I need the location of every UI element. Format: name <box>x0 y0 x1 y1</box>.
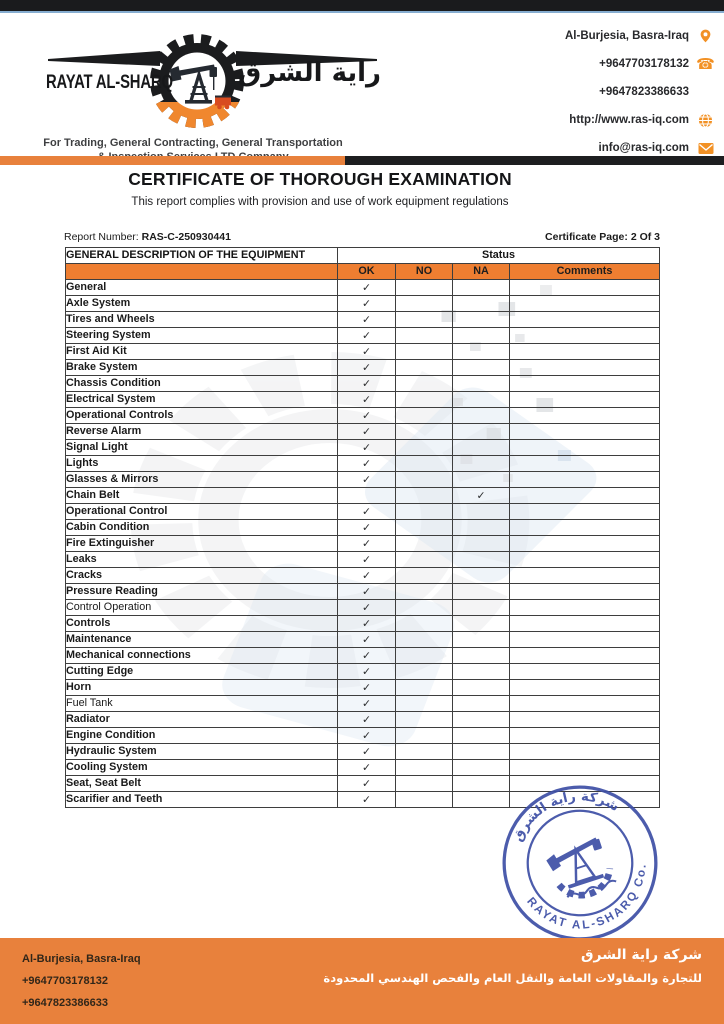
comments-cell <box>510 728 660 744</box>
footer-address: Al-Burjesia, Basra-Iraq <box>22 953 141 965</box>
no-cell <box>396 328 453 344</box>
logo-left-wing <box>48 51 160 66</box>
no-cell <box>396 344 453 360</box>
comments-cell <box>510 712 660 728</box>
ok-cell: ✓ <box>338 600 396 616</box>
comments-cell <box>510 600 660 616</box>
na-cell <box>453 632 510 648</box>
equipment-label: Fire Extinguisher <box>66 536 338 552</box>
contact-text: +9647703178132 <box>599 58 689 70</box>
table-row <box>66 632 660 648</box>
report-meta-line <box>64 231 660 243</box>
ok-cell: ✓ <box>338 584 396 600</box>
footer-bar <box>0 938 724 1024</box>
stamp-arabic-text: شركة راية الشرق <box>510 789 622 845</box>
table-header-row-1 <box>66 248 660 264</box>
no-cell <box>396 440 453 456</box>
ok-cell: ✓ <box>338 696 396 712</box>
table-row <box>66 408 660 424</box>
no-cell <box>396 504 453 520</box>
equipment-label: Tires and Wheels <box>66 312 338 328</box>
comments-cell <box>510 488 660 504</box>
header-divider-bar <box>0 156 724 165</box>
description-header: GENERAL DESCRIPTION OF THE EQUIPMENT <box>66 248 338 264</box>
na-cell <box>453 648 510 664</box>
stamp-latin-text: RAYAT AL-SHARQ Co. <box>524 862 649 932</box>
ok-cell: ✓ <box>338 296 396 312</box>
orange-header-spacer <box>66 264 338 280</box>
column-header-na: NA <box>453 264 510 280</box>
na-cell <box>453 712 510 728</box>
comments-cell <box>510 632 660 648</box>
no-cell <box>396 760 453 776</box>
ok-cell: ✓ <box>338 760 396 776</box>
equipment-label: Operational Controls <box>66 408 338 424</box>
comments-cell <box>510 648 660 664</box>
page-subtitle: This report complies with provision and use of work equipment regulations <box>131 196 509 208</box>
no-cell <box>396 536 453 552</box>
table-row <box>66 600 660 616</box>
top-accent-bar <box>0 0 724 13</box>
company-name-arabic: راية الشرق <box>238 58 382 88</box>
na-cell <box>453 360 510 376</box>
na-cell <box>453 408 510 424</box>
equipment-label: Steering System <box>66 328 338 344</box>
footer-arabic-block <box>323 947 702 985</box>
equipment-label: Reverse Alarm <box>66 424 338 440</box>
equipment-label: Glasses & Mirrors <box>66 472 338 488</box>
report-number-value: RAS-C-250930441 <box>141 231 231 243</box>
ok-cell: ✓ <box>338 568 396 584</box>
equipment-label: Fuel Tank <box>66 696 338 712</box>
equipment-label: Leaks <box>66 552 338 568</box>
report-number-label: Report Number: <box>64 231 139 243</box>
equipment-label: Chassis Condition <box>66 376 338 392</box>
no-cell <box>396 552 453 568</box>
no-cell <box>396 648 453 664</box>
na-cell <box>453 344 510 360</box>
contact-row-address <box>459 22 714 50</box>
company-stamp <box>498 781 662 945</box>
na-cell <box>453 696 510 712</box>
no-cell <box>396 280 453 296</box>
status-header: Status <box>338 248 660 264</box>
table-row <box>66 664 660 680</box>
na-cell: ✓ <box>453 488 510 504</box>
comments-cell <box>510 424 660 440</box>
table-row <box>66 584 660 600</box>
table-row <box>66 312 660 328</box>
table-row <box>66 648 660 664</box>
table-row <box>66 712 660 728</box>
na-cell <box>453 424 510 440</box>
table-row <box>66 392 660 408</box>
table-row <box>66 680 660 696</box>
ok-cell: ✓ <box>338 536 396 552</box>
comments-cell <box>510 552 660 568</box>
na-cell <box>453 744 510 760</box>
table-row <box>66 424 660 440</box>
equipment-label: Axle System <box>66 296 338 312</box>
na-cell <box>453 728 510 744</box>
na-cell <box>453 760 510 776</box>
na-cell <box>453 568 510 584</box>
ok-cell <box>338 488 396 504</box>
contact-text: +9647823386633 <box>599 86 689 98</box>
no-cell <box>396 488 453 504</box>
ok-cell: ✓ <box>338 632 396 648</box>
column-header-comments: Comments <box>510 264 660 280</box>
na-cell <box>453 456 510 472</box>
no-cell <box>396 632 453 648</box>
footer-services-arabic: للتجارة والمقاولات العامة والنقل العام والفحص الهندسي المحدودة <box>323 971 702 985</box>
table-row <box>66 504 660 520</box>
contact-text: http://www.ras-iq.com <box>569 114 689 126</box>
equipment-label: Operational Control <box>66 504 338 520</box>
table-row <box>66 520 660 536</box>
certificate-page-label: Certificate Page: <box>545 231 628 243</box>
comments-cell <box>510 536 660 552</box>
table-header-row-2 <box>66 264 660 280</box>
ok-cell: ✓ <box>338 520 396 536</box>
equipment-label: General <box>66 280 338 296</box>
page-title: CERTIFICATE OF THOROUGH EXAMINATION <box>128 169 512 189</box>
na-cell <box>453 472 510 488</box>
comments-cell <box>510 504 660 520</box>
no-cell <box>396 456 453 472</box>
comments-cell <box>510 408 660 424</box>
table-row <box>66 744 660 760</box>
equipment-label: Seat, Seat Belt <box>66 776 338 792</box>
no-cell <box>396 424 453 440</box>
ok-cell: ✓ <box>338 280 396 296</box>
table-row <box>66 296 660 312</box>
na-cell <box>453 376 510 392</box>
na-cell <box>453 328 510 344</box>
no-cell <box>396 408 453 424</box>
equipment-label: Maintenance <box>66 632 338 648</box>
equipment-label: Cabin Condition <box>66 520 338 536</box>
table-row <box>66 728 660 744</box>
ok-cell: ✓ <box>338 440 396 456</box>
column-header-ok: OK <box>338 264 396 280</box>
equipment-label: Cutting Edge <box>66 664 338 680</box>
na-cell <box>453 280 510 296</box>
header-contact-block <box>459 22 714 162</box>
equipment-label: Chain Belt <box>66 488 338 504</box>
comments-cell <box>510 744 660 760</box>
column-header-no: NO <box>396 264 453 280</box>
ok-cell: ✓ <box>338 648 396 664</box>
no-cell <box>396 584 453 600</box>
ok-cell: ✓ <box>338 776 396 792</box>
no-cell <box>396 728 453 744</box>
equipment-label: Engine Condition <box>66 728 338 744</box>
tagline-line-1: For Trading, General Contracting, General Transportation <box>43 137 343 149</box>
table-row <box>66 440 660 456</box>
phone-icon: ☎ <box>696 55 715 73</box>
no-cell <box>396 744 453 760</box>
equipment-label: Scarifier and Teeth <box>66 792 338 808</box>
footer-contact-block <box>22 948 141 1014</box>
na-cell <box>453 680 510 696</box>
ok-cell: ✓ <box>338 408 396 424</box>
ok-cell: ✓ <box>338 728 396 744</box>
contact-row-website <box>459 106 714 134</box>
equipment-label: Radiator <box>66 712 338 728</box>
table-row <box>66 456 660 472</box>
no-cell <box>396 312 453 328</box>
na-cell <box>453 584 510 600</box>
comments-cell <box>510 360 660 376</box>
ok-cell: ✓ <box>338 680 396 696</box>
ok-cell: ✓ <box>338 552 396 568</box>
envelope-icon <box>697 142 714 155</box>
no-cell <box>396 696 453 712</box>
comments-cell <box>510 696 660 712</box>
ok-cell: ✓ <box>338 472 396 488</box>
equipment-table-body <box>66 280 660 808</box>
equipment-label: Horn <box>66 680 338 696</box>
comments-cell <box>510 680 660 696</box>
equipment-label: First Aid Kit <box>66 344 338 360</box>
certificate-page-indicator <box>545 231 660 243</box>
table-row <box>66 552 660 568</box>
comments-cell <box>510 472 660 488</box>
no-cell <box>396 712 453 728</box>
equipment-label: Cooling System <box>66 760 338 776</box>
comments-cell <box>510 616 660 632</box>
no-cell <box>396 376 453 392</box>
comments-cell <box>510 440 660 456</box>
table-row <box>66 536 660 552</box>
na-cell <box>453 600 510 616</box>
no-cell <box>396 664 453 680</box>
table-row <box>66 616 660 632</box>
ok-cell: ✓ <box>338 424 396 440</box>
no-cell <box>396 568 453 584</box>
comments-cell <box>510 280 660 296</box>
na-cell <box>453 296 510 312</box>
ok-cell: ✓ <box>338 328 396 344</box>
equipment-label: Mechanical connections <box>66 648 338 664</box>
no-cell <box>396 792 453 808</box>
comments-cell <box>510 584 660 600</box>
contact-row-phone1 <box>459 50 714 78</box>
comments-cell <box>510 760 660 776</box>
stamp-pump-icon <box>544 836 617 904</box>
equipment-table <box>65 247 660 808</box>
table-row <box>66 280 660 296</box>
na-cell <box>453 536 510 552</box>
certificate-page-value: 2 Of 3 <box>630 231 660 243</box>
comments-cell <box>510 568 660 584</box>
comments-cell <box>510 328 660 344</box>
divider-orange-segment <box>0 156 345 165</box>
ok-cell: ✓ <box>338 504 396 520</box>
contact-text: Al-Burjesia, Basra-Iraq <box>565 30 689 42</box>
no-cell <box>396 520 453 536</box>
comments-cell <box>510 520 660 536</box>
table-row <box>66 328 660 344</box>
contact-text: info@ras-iq.com <box>598 142 689 154</box>
ok-cell: ✓ <box>338 312 396 328</box>
equipment-label: Pressure Reading <box>66 584 338 600</box>
equipment-label: Brake System <box>66 360 338 376</box>
na-cell <box>453 616 510 632</box>
ok-cell: ✓ <box>338 792 396 808</box>
footer-phone2: +9647823386633 <box>22 997 108 1009</box>
ok-cell: ✓ <box>338 360 396 376</box>
table-row <box>66 696 660 712</box>
equipment-label: Lights <box>66 456 338 472</box>
contact-row-phone2 <box>459 78 714 106</box>
no-cell <box>396 600 453 616</box>
ok-cell: ✓ <box>338 456 396 472</box>
report-number <box>64 231 231 243</box>
location-pin-icon <box>697 28 714 44</box>
equipment-label: Controls <box>66 616 338 632</box>
comments-cell <box>510 376 660 392</box>
equipment-label: Control Operation <box>66 600 338 616</box>
table-row <box>66 360 660 376</box>
no-cell <box>396 360 453 376</box>
footer-phone1: +9647703178132 <box>22 975 108 987</box>
globe-icon <box>697 113 714 128</box>
equipment-label: Signal Light <box>66 440 338 456</box>
comments-cell <box>510 344 660 360</box>
footer-company-arabic: شركة راية الشرق <box>581 947 702 963</box>
no-cell <box>396 776 453 792</box>
na-cell <box>453 664 510 680</box>
equipment-label: Cracks <box>66 568 338 584</box>
equipment-label: Hydraulic System <box>66 744 338 760</box>
ok-cell: ✓ <box>338 744 396 760</box>
ok-cell: ✓ <box>338 664 396 680</box>
comments-cell <box>510 296 660 312</box>
no-cell <box>396 392 453 408</box>
table-row <box>66 472 660 488</box>
ok-cell: ✓ <box>338 376 396 392</box>
na-cell <box>453 440 510 456</box>
comments-cell <box>510 392 660 408</box>
company-name-latin: RAYAT AL-SHARQ <box>46 72 173 93</box>
no-cell <box>396 296 453 312</box>
no-cell <box>396 616 453 632</box>
table-row <box>66 760 660 776</box>
na-cell <box>453 312 510 328</box>
table-row <box>66 488 660 504</box>
equipment-label: Electrical System <box>66 392 338 408</box>
comments-cell <box>510 312 660 328</box>
table-row <box>66 376 660 392</box>
na-cell <box>453 392 510 408</box>
no-cell <box>396 472 453 488</box>
table-row <box>66 568 660 584</box>
table-row <box>66 344 660 360</box>
ok-cell: ✓ <box>338 392 396 408</box>
comments-cell <box>510 456 660 472</box>
comments-cell <box>510 664 660 680</box>
na-cell <box>453 504 510 520</box>
ok-cell: ✓ <box>338 616 396 632</box>
ok-cell: ✓ <box>338 712 396 728</box>
no-cell <box>396 680 453 696</box>
ok-cell: ✓ <box>338 344 396 360</box>
na-cell <box>453 552 510 568</box>
na-cell <box>453 520 510 536</box>
